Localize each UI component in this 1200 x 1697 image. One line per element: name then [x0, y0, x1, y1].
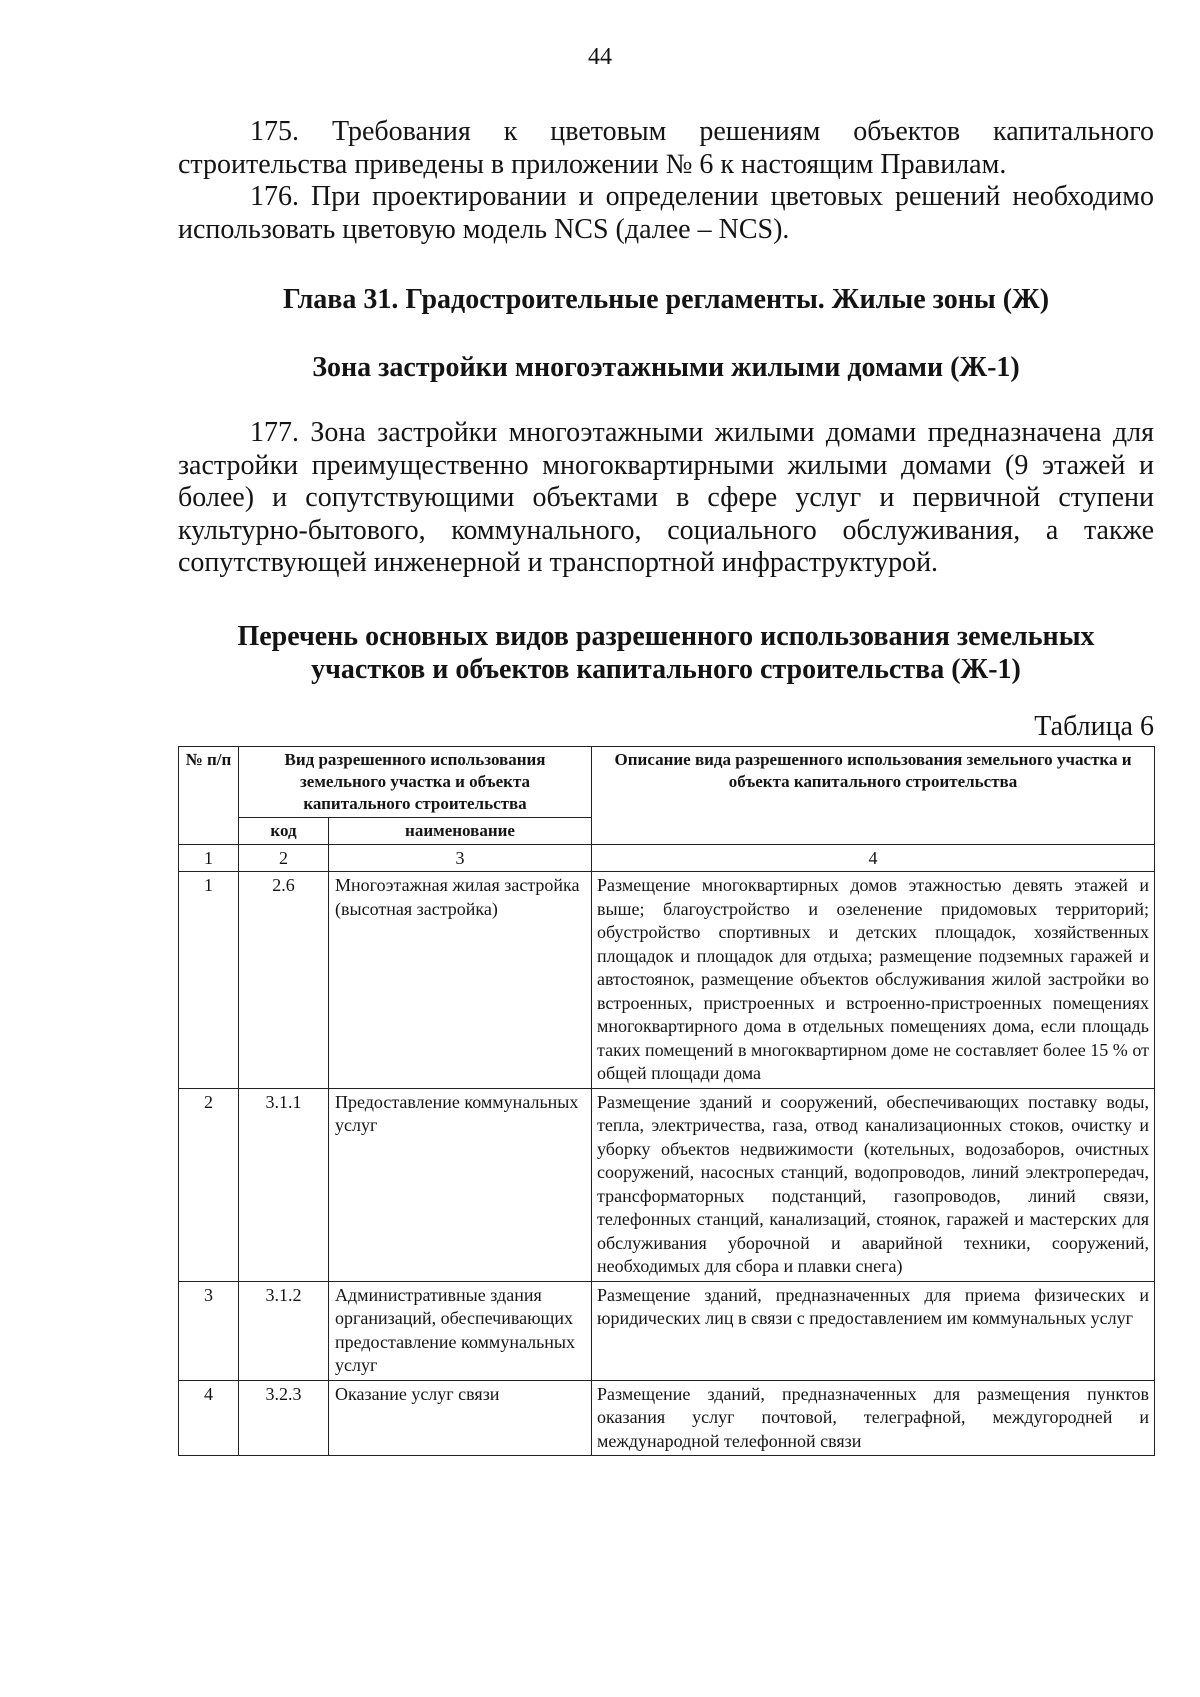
table-row — [179, 1281, 1155, 1380]
row-number: 3 — [179, 1281, 239, 1380]
table-row — [179, 872, 1155, 1089]
row-number: 2 — [179, 1088, 239, 1281]
page-number: 44 — [588, 44, 612, 70]
row-code: 3.1.1 — [239, 1088, 329, 1281]
row-description: Размещение зданий, предназначенных для приема физических и юридических лиц в связи с предоставлением им коммунальных услуг — [592, 1281, 1155, 1380]
row-description: Размещение зданий, предназначенных для размещения пунктов оказания услуг почтовой, телеграфной, междугородней и международной телефонной связи — [592, 1380, 1155, 1456]
paragraph-176: 176. При проектировании и определении цветовых решений необходимо использовать цветовую модель NCS (далее – NCS). — [178, 181, 1154, 245]
zone-description — [178, 417, 1154, 580]
row-code: 3.2.3 — [239, 1380, 329, 1456]
header-description: Описание вида разрешенного использования земельного участка и объекта капитального строительства — [592, 747, 1155, 845]
row-name: Административные здания организаций, обеспечивающих предоставление коммунальных услуг — [329, 1281, 592, 1380]
paragraph-175: 175. Требования к цветовым решениям объектов капитального строительства приведены в приложении № 6 к настоящим Правилам. — [178, 116, 1154, 180]
row-name: Предоставление коммунальных услуг — [329, 1088, 592, 1281]
list-heading: Перечень основных видов разрешенного использования земельных участков и объектов капитального строительства (Ж-1) — [237, 621, 1095, 685]
column-number: 4 — [592, 845, 1155, 872]
column-number: 2 — [239, 845, 329, 872]
header-name: наименование — [329, 818, 592, 845]
column-number: 3 — [329, 845, 592, 872]
table-row — [179, 1380, 1155, 1456]
row-number: 1 — [179, 872, 239, 1089]
row-name: Оказание услуг связи — [329, 1380, 592, 1456]
column-numbers-row — [179, 845, 1155, 872]
header-code: код — [239, 818, 329, 845]
zone-heading: Зона застройки многоэтажными жилыми домами (Ж-1) — [312, 352, 1020, 383]
table-row — [179, 1088, 1155, 1281]
row-number: 4 — [179, 1380, 239, 1456]
chapter-heading: Глава 31. Градостроительные регламенты. Жилые зоны (Ж) — [282, 284, 1050, 315]
row-code: 3.1.2 — [239, 1281, 329, 1380]
row-description: Размещение многоквартирных домов этажностью девять этажей и выше; благоустройство и озеленение придомовых территорий; обустройство спортивных и детских площадок, хозяйственных площадок и площадок для отдыха; размещение подземных гаражей и автостоянок, размещение объектов обслуживания жилой застройки во встроенных, пристроенных и встроенно-пристроенных помещениях многоквартирного дома в отдельных помещениях дома, если площадь таких помещений в многоквартирном доме не составляет более 15 % от общей площади дома — [592, 872, 1155, 1089]
table-caption: Таблица 6 — [1034, 711, 1154, 742]
header-number: № п/п — [179, 747, 239, 845]
header-use-type: Вид разрешенного использования земельного участка и объекта капитального строительства — [239, 747, 592, 818]
paragraph-177: 177. Зона застройки многоэтажными жилыми домами предназначена для застройки преимущественно многоквартирными жилыми домами (9 этажей и более) и сопутствующими объектами в сфере услуг и первичной ступени культурно-бытового, коммунального, социального обслуживания, а также сопутствующей инженерной и транспортной инфраструктурой. — [178, 417, 1154, 578]
row-code: 2.6 — [239, 872, 329, 1089]
row-description: Размещение зданий и сооружений, обеспечивающих поставку воды, тепла, электричества, газа, отвод канализационных стоков, очистку и уборку объектов недвижимости (котельных, водозаборов, очистных сооружений, насосных станций, водопроводов, линий электропередач, трансформаторных подстанций, газопроводов, линий связи, телефонных станций, канализаций, стоянок, гаражей и мастерских для обслуживания уборочной и аварийной техники, сооружений, необходимых для сбора и плавки снега) — [592, 1088, 1155, 1281]
intro-paragraphs — [178, 116, 1154, 246]
row-name: Многоэтажная жилая застройка (высотная застройка) — [329, 872, 592, 1089]
land-use-table — [178, 746, 1155, 1456]
column-number: 1 — [179, 845, 239, 872]
